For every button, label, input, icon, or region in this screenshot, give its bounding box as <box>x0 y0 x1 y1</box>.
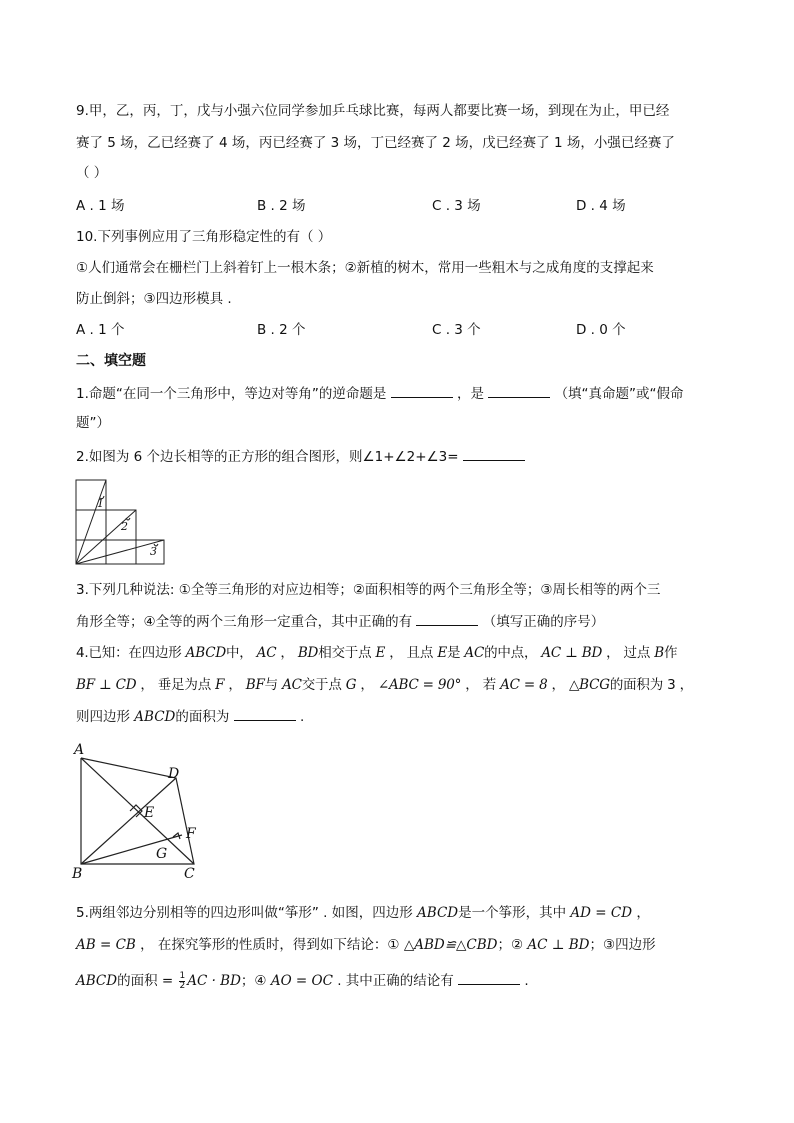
q10-line-1: 10.下列事例应用了三角形稳定性的有（ ） <box>76 229 332 245</box>
q10-option-b: B . 2 个 <box>257 322 306 338</box>
fraction-numerator: 1 <box>179 970 186 981</box>
f4-math: BF ⊥ CD <box>76 677 137 693</box>
squares-figure <box>70 474 170 570</box>
f4-math: ABCD <box>134 709 176 725</box>
fraction-denominator: 2 <box>179 980 186 991</box>
label-e: E <box>144 805 155 821</box>
label-d: D <box>168 766 180 782</box>
answer-blank <box>416 611 478 626</box>
f5-line-2 <box>76 935 656 955</box>
f4-line-3 <box>76 706 304 727</box>
q9-option-c: C . 3 场 <box>432 198 481 214</box>
f5-math: ABCD <box>417 905 459 921</box>
f4-math: ∠ABC = 90° <box>377 677 462 693</box>
f1-text-2: ，是 <box>456 386 484 402</box>
f4-text: 的面积为 <box>175 709 230 725</box>
f4-text: ， <box>224 677 246 693</box>
label-a: A <box>74 742 85 758</box>
q10-option-a: A . 1 个 <box>76 322 125 338</box>
section-heading: 二、填空题 <box>76 353 146 369</box>
f5-text: ；② <box>497 937 528 953</box>
f5-text: ；④ <box>240 973 271 989</box>
angle-label-1: 1 <box>97 497 104 510</box>
f4-math: AC ⊥ BD <box>541 645 603 661</box>
f5-math: ABCD <box>76 973 118 989</box>
q9-option-d: D . 4 场 <box>576 198 626 214</box>
answer-blank <box>463 446 525 461</box>
f4-text: 中， <box>225 645 257 661</box>
f5-text: . 其中正确的结论有 <box>332 973 454 989</box>
f5-math: AO = OC <box>270 973 333 989</box>
f4-math: E <box>437 645 447 661</box>
f4-math: BF <box>245 677 265 693</box>
q9-option-b: B . 2 场 <box>257 198 306 214</box>
f4-text: . <box>295 709 305 725</box>
f4-math: ABCD <box>185 645 226 661</box>
f4-text: ， <box>356 677 378 693</box>
f5-math: △ABD≌△CBD <box>403 937 498 953</box>
answer-blank <box>391 383 453 398</box>
f3-text-b: （填写正确的序号） <box>482 614 605 630</box>
f4-math: E <box>375 645 386 661</box>
q10-option-d: D . 0 个 <box>576 322 626 338</box>
f5-text: ；③四边形 <box>589 937 656 953</box>
f4-text: 的面积为 3 ， <box>609 677 693 693</box>
f4-text: 则四边形 <box>76 709 135 725</box>
f5-line-3 <box>76 970 529 991</box>
f2-line <box>76 446 525 467</box>
f5-text: 是一个筝形，其中 <box>458 905 571 921</box>
q10-option-c: C . 3 个 <box>432 322 481 338</box>
f4-text: ， <box>547 677 569 693</box>
f1-line-1 <box>76 383 684 404</box>
f4-text: 是 <box>446 645 465 661</box>
square <box>76 510 106 540</box>
quadrilateral-figure <box>70 738 210 884</box>
f4-text: 相交于点 <box>318 645 376 661</box>
q10-line-3: 防止倒斜；③四边形模具 . <box>76 291 232 307</box>
f4-text: ， 且点 <box>385 645 438 661</box>
f5-text: 的面积 = <box>117 973 178 989</box>
f1-line-2: 题”） <box>76 415 110 431</box>
q10-line-2: ①人们通常会在栅栏门上斜着钉上一根木条；②新植的树木，常用一些粗木与之成角度的支撑起来 <box>76 260 654 276</box>
f2-text: 2.如图为 6 个边长相等的正方形的组合图形，则∠1+∠2+∠3= <box>76 449 459 465</box>
f4-text: ， 若 <box>461 677 501 693</box>
f4-text: 的中点， <box>484 645 542 661</box>
angle-label-3: 3 <box>150 545 157 558</box>
q9-line-2: 赛了 5 场，乙已经赛了 4 场，丙已经赛了 3 场，丁已经赛了 2 场，戊已经赛了 1 场，小强已经赛了 <box>76 135 675 151</box>
f5-text: . <box>520 973 529 989</box>
q9-line-3: （ ） <box>76 165 108 181</box>
f4-math: G <box>345 677 357 693</box>
diagonal-line <box>76 480 106 564</box>
f5-text: ， <box>632 905 650 921</box>
q9-line-1: 9.甲，乙，丙，丁，戊与小强六位同学参加乒乓球比赛，每两人都要比赛一场，到现在为止，甲已经 <box>76 103 670 119</box>
f4-math: F <box>215 677 225 693</box>
f4-text: 交于点 <box>301 677 346 693</box>
f1-text-1: 1.命题“在同一个三角形中，等边对等角”的逆命题是 <box>76 386 387 402</box>
f4-text: ， 过点 <box>602 645 655 661</box>
label-f: F <box>186 826 196 842</box>
f4-text: 作 <box>664 645 678 661</box>
f5-math: AB = CB <box>76 937 136 953</box>
f4-math: AC = 8 <box>500 677 548 693</box>
f4-math: AC <box>256 645 277 661</box>
f4-text: ， <box>276 645 298 661</box>
label-b: B <box>72 866 83 882</box>
f1-text-3: （填“真命题”或“假命 <box>554 386 684 402</box>
f5-text: ， 在探究筝形的性质时，得到如下结论：① <box>135 937 404 953</box>
q9-option-a: A . 1 场 <box>76 198 125 214</box>
f5-math: AC · BD <box>187 973 241 989</box>
f4-line-2 <box>76 675 693 695</box>
f3-text-a: 角形全等；④全等的两个三角形一定重合，其中正确的有 <box>76 614 413 630</box>
angle-label-2: 2 <box>121 520 128 533</box>
f4-text: ， 垂足为点 <box>136 677 216 693</box>
f4-line-1 <box>76 643 677 663</box>
f4-math: BD <box>297 645 319 661</box>
f4-math: AC <box>282 677 302 693</box>
f4-text: 4.已知：在四边形 <box>76 645 186 661</box>
f3-line-2 <box>76 611 604 632</box>
f4-math: AC <box>464 645 485 661</box>
f4-text: 与 <box>264 677 283 693</box>
f4-math: △BCG <box>568 677 610 693</box>
label-g: G <box>156 846 168 862</box>
f3-line-1: 3.下列几种说法: ①全等三角形的对应边相等；②面积相等的两个三角形全等；③周长相等的两个三 <box>76 582 661 598</box>
f4-math: B <box>654 645 664 661</box>
answer-blank <box>458 970 520 985</box>
fraction-one-half <box>179 972 185 991</box>
answer-blank <box>488 383 550 398</box>
f5-line-1 <box>76 903 650 923</box>
label-c: C <box>184 866 195 882</box>
f5-text: 5.两组邻边分别相等的四边形叫做“筝形” . 如图，四边形 <box>76 905 418 921</box>
f5-math: AC ⊥ BD <box>527 937 590 953</box>
f5-math: AD = CD <box>570 905 633 921</box>
answer-blank <box>234 706 296 721</box>
